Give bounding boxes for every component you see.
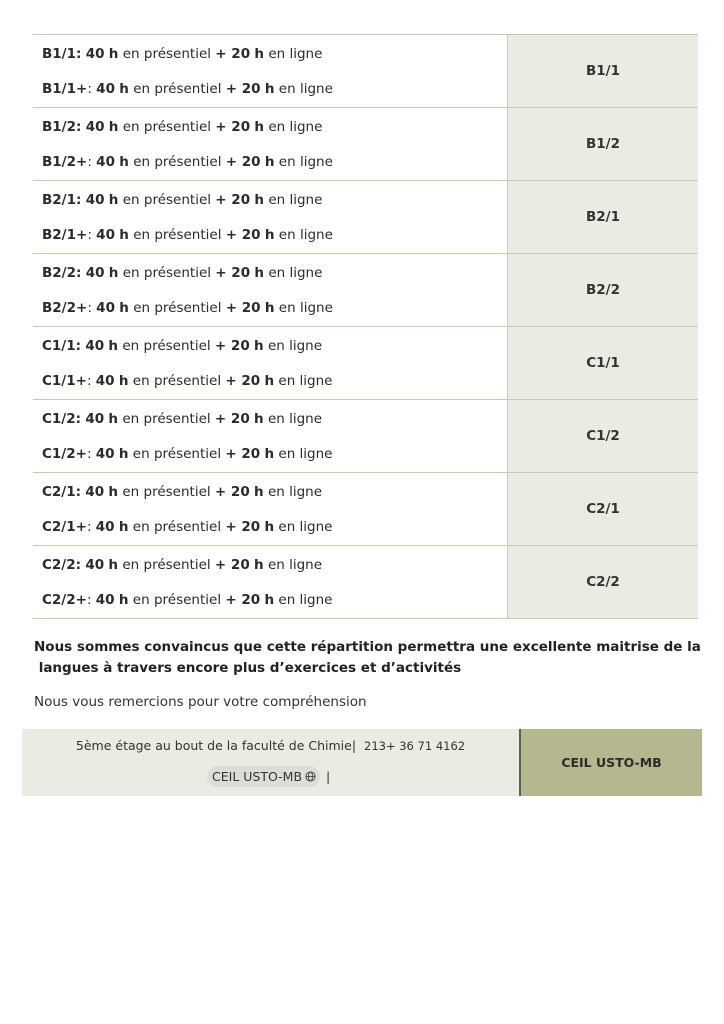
hours-unit: h [118,372,129,389]
mode-presentiel: en présentiel [122,483,211,500]
mode-presentiel: en présentiel [133,299,222,316]
hours-presentiel: 40 [96,299,115,316]
hours-online: + 20 [225,226,261,243]
footer-address-row [22,738,519,753]
level-label: C2/1+ [42,518,87,535]
level-label: B2/2+ [42,299,88,316]
footer-contact [22,729,521,796]
mode-presentiel: en présentiel [122,410,211,427]
hours-online: + 20 [225,153,261,170]
org-website-link[interactable] [207,766,320,787]
level-code-cell: C2/1 [508,473,699,546]
table-row [33,473,698,546]
level-label: B2/1+ [42,226,88,243]
levels-table [33,34,698,619]
footer-separator: | [351,738,357,753]
hours-unit: h [108,483,119,500]
mode-online: en ligne [268,45,323,62]
level-line-plus: C2/2+: 40 h en présentiel + 20 h en ligne [42,591,333,608]
mode-presentiel: en présentiel [122,118,211,135]
mode-online: en ligne [278,372,333,389]
hours-presentiel: 40 [95,591,115,608]
hours-unit: h [264,591,275,608]
level-code-cell: B1/2 [508,108,699,181]
footer [22,729,702,796]
level-label: C1/1: [42,337,82,354]
table-row [33,108,698,181]
mode-presentiel: en présentiel [132,518,222,535]
level-label: B1/1: [42,45,82,62]
hours-unit: h [108,191,119,208]
hours-online: + 20 [215,118,251,135]
level-label: C1/1+ [42,372,87,389]
conclusion-line-2: langues à travers encore plus d’exercices et d’activités [34,660,462,676]
mode-online: en ligne [278,226,333,243]
hours-online: + 20 [225,372,261,389]
hours-unit: h [119,226,129,243]
level-description-cell [33,327,508,400]
level-line-main [42,336,507,356]
hours-online: + 20 [225,445,261,462]
hours-presentiel: 40 [96,153,115,170]
mode-online: en ligne [268,191,323,208]
level-code-cell: C1/2 [508,400,699,473]
hours-presentiel: 40 [85,191,105,208]
conclusion-line-1: Nous sommes convaincus que cette répartition permettra une excellente maitrise de la [34,639,701,655]
hours-online: + 20 [215,45,251,62]
mode-presentiel: en présentiel [122,191,211,208]
table-row [33,35,698,108]
hours-unit: h [254,410,264,427]
hours-unit: h [108,337,119,354]
hours-presentiel: 40 [85,118,105,135]
mode-online: en ligne [278,153,333,170]
level-description-cell [33,108,508,181]
hours-unit: h [254,264,265,281]
hours-presentiel: 40 [85,410,105,427]
hours-online: + 20 [225,591,261,608]
level-label: C1/2: [42,410,82,427]
mode-online: en ligne [267,337,323,354]
level-line-main [42,44,507,64]
hours-unit: h [119,299,129,316]
hours-unit: h [264,153,275,170]
mode-presentiel: en présentiel [122,556,211,573]
mode-presentiel: en présentiel [122,45,211,62]
hours-unit: h [264,518,275,535]
hours-online: + 20 [214,556,250,573]
level-label: C2/2+ [42,591,87,608]
level-line-plus: B2/1+: 40 h en présentiel + 20 h en ligne [42,226,333,243]
hours-unit: h [108,118,119,135]
hours-unit: h [254,45,265,62]
hours-online: + 20 [215,191,251,208]
hours-presentiel: 40 [85,337,105,354]
hours-unit: h [108,556,119,573]
hours-unit: h [108,264,119,281]
level-line-plus: B1/1+: 40 h en présentiel + 20 h en ligne [42,80,333,97]
hours-presentiel: 40 [95,372,115,389]
hours-online: + 20 [214,337,250,354]
hours-presentiel: 40 [85,556,105,573]
hours-unit: h [118,591,129,608]
level-line-plus: C2/1+: 40 h en présentiel + 20 h en ligne [42,518,333,535]
mode-online: en ligne [267,556,323,573]
level-line-main [42,555,507,575]
level-description-cell [33,473,508,546]
conclusion-text [34,637,701,679]
mode-online: en ligne [268,118,323,135]
mode-presentiel: en présentiel [133,153,222,170]
table-row [33,327,698,400]
footer-phone: 213+ 36 71 4162 [364,739,466,753]
mode-presentiel: en présentiel [133,226,222,243]
hours-presentiel: 40 [85,264,105,281]
mode-online: en ligne [267,410,323,427]
hours-presentiel: 40 [96,80,115,97]
level-line-main [42,263,507,283]
mode-presentiel: en présentiel [132,445,222,462]
hours-unit: h [119,80,129,97]
footer-address: 5ème étage au bout de la faculté de Chimie [75,738,352,753]
table-row [33,400,698,473]
level-label: C2/2: [42,556,82,573]
hours-unit: h [108,410,119,427]
hours-online: + 20 [214,483,250,500]
hours-unit: h [264,226,275,243]
hours-unit: h [264,372,275,389]
level-code-cell: C1/1 [508,327,699,400]
hours-unit: h [119,153,129,170]
table-row [33,546,698,619]
hours-online: + 20 [214,410,250,427]
level-code-cell: B2/1 [508,181,699,254]
table-row [33,254,698,327]
mode-presentiel: en présentiel [132,591,222,608]
mode-online: en ligne [267,483,323,500]
level-label: B2/2: [42,264,82,281]
level-line-plus: B2/2+: 40 h en présentiel + 20 h en ligne [42,299,333,316]
level-label: B1/2: [42,118,82,135]
mode-presentiel: en présentiel [132,372,222,389]
level-line-main [42,409,507,429]
hours-online: + 20 [225,299,261,316]
hours-online: + 20 [225,518,261,535]
hours-online: + 20 [215,264,251,281]
hours-presentiel: 40 [85,483,105,500]
mode-online: en ligne [278,299,333,316]
mode-online: en ligne [278,591,333,608]
thanks-text: Nous vous remercions pour votre compréhension [34,694,367,710]
level-code-cell: B2/2 [508,254,699,327]
level-code-cell: B1/1 [508,35,699,108]
mode-presentiel: en présentiel [122,337,211,354]
level-line-main [42,117,507,137]
hours-presentiel: 40 [85,45,105,62]
hours-unit: h [254,556,264,573]
level-description-cell [33,35,508,108]
level-description-cell [33,181,508,254]
hours-presentiel: 40 [96,226,115,243]
level-line-main [42,190,507,210]
mode-online: en ligne [278,518,333,535]
hours-online: + 20 [225,80,261,97]
level-label: B2/1: [42,191,82,208]
hours-presentiel: 40 [95,518,115,535]
level-label: B1/2+ [42,153,88,170]
level-label: C1/2+ [42,445,87,462]
table-row [33,181,698,254]
hours-unit: h [254,483,264,500]
footer-org-row [207,766,330,787]
level-description-cell [33,254,508,327]
mode-online: en ligne [278,445,333,462]
level-description-cell [33,546,508,619]
level-label: C2/1: [42,483,82,500]
hours-unit: h [264,445,275,462]
hours-unit: h [264,80,275,97]
hours-unit: h [264,299,275,316]
level-description-cell [33,400,508,473]
level-label: B1/1+ [42,80,88,97]
level-line-main [42,482,507,502]
org-website-label: CEIL USTO-MB [212,769,303,784]
hours-unit: h [118,518,129,535]
level-code-cell: C2/2 [508,546,699,619]
mode-online: en ligne [278,80,333,97]
hours-unit: h [254,118,265,135]
mode-presentiel: en présentiel [122,264,211,281]
hours-unit: h [254,191,265,208]
hours-unit: h [108,45,119,62]
mode-presentiel: en présentiel [133,80,222,97]
hours-presentiel: 40 [95,445,115,462]
hours-unit: h [118,445,129,462]
level-line-plus: C1/2+: 40 h en présentiel + 20 h en ligne [42,445,333,462]
globe-icon [305,771,316,782]
footer-brand: CEIL USTO-MB [521,729,702,796]
hours-unit: h [254,337,264,354]
footer-org-separator: | [326,769,331,784]
mode-online: en ligne [268,264,323,281]
level-line-plus: B1/2+: 40 h en présentiel + 20 h en ligne [42,153,333,170]
level-line-plus: C1/1+: 40 h en présentiel + 20 h en ligne [42,372,333,389]
